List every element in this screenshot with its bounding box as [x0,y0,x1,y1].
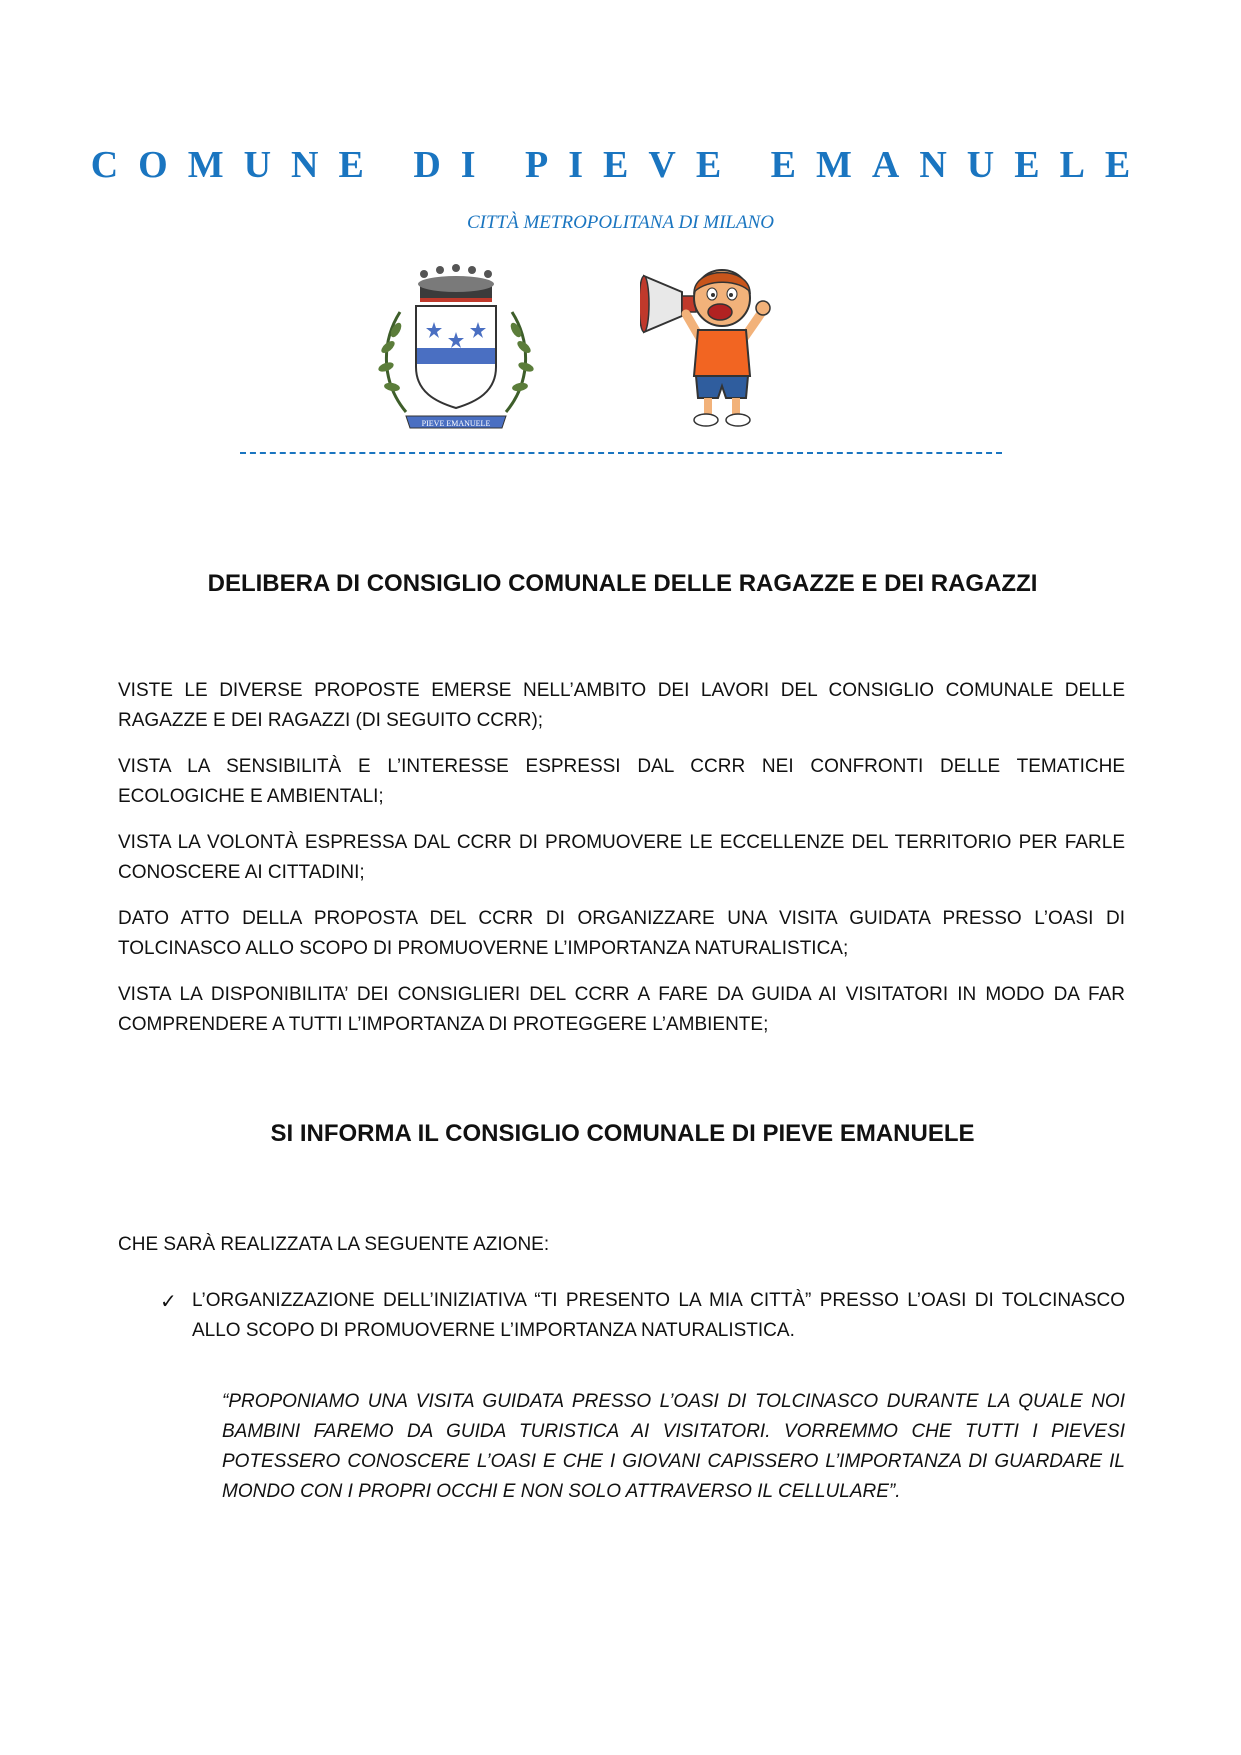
premise-paragraph: VISTE LE DIVERSE PROPOSTE EMERSE NELL’AMBITO DEI LAVORI DEL CONSIGLIO COMUNALE DELLE RAGAZZE E DEI RAGAZZI (DI SEGUITO CCRR); [118,680,1125,731]
header-divider [240,452,1002,454]
premise-paragraph: VISTA LA DISPONIBILITA’ DEI CONSIGLIERI DEL CCRR A FARE DA GUIDA AI VISITATORI IN MODO DA FAR COMPRENDERE A TUTTI L’IMPORTANZA DI PROTEGGERE L’AMBIENTE; [118,984,1125,1035]
ribbon [406,416,506,428]
premise-paragraph: VISTA LA VOLONTÀ ESPRESSA DAL CCRR DI PROMUOVERE LE ECCELLENZE DEL TERRITORIO PER FARLE CONOSCERE AI CITTADINI; [118,832,1125,883]
org-subtitle: CITTÀ METROPOLITANA DI MILANO [466,212,774,233]
document-title: DELIBERA DI CONSIGLIO COMUNALE DELLE RAGAZZE E DEI RAGAZZI [207,570,1038,597]
premise-paragraph: DATO ATTO DELLA PROPOSTA DEL CCRR DI ORGANIZZARE UNA VISITA GUIDATA PRESSO L’OASI DI TOLCINASCO ALLO SCOPO DI PROMUOVERNE L’IMPORTANZA NATURALISTICA; [118,908,1125,959]
crown-icon [418,264,494,302]
coat-of-arms-emblem [376,262,536,432]
ribbon-text: PIEVE EMANUELE [421,419,491,428]
section-heading: SI INFORMA IL CONSIGLIO COMUNALE DI PIEVE EMANUELE [270,1120,975,1147]
shield-icon [416,306,496,408]
checkmark-icon: ✓ [160,1289,177,1313]
premise-paragraph: VISTA LA SENSIBILITÀ E L’INTERESSE ESPRESSI DAL CCRR NEI CONFRONTI DELLE TEMATICHE ECOLOGICHE E AMBIENTALI; [118,756,1125,807]
children-quote: “PROPONIAMO UNA VISITA GUIDATA PRESSO L’OASI DI TOLCINASCO DURANTE LA QUALE NOI BAMBINI FAREMO DA GUIDA TURISTICA AI VISITATORI. VORREMMO CHE TUTTI I PIEVESI POTESSERO CONOSCERE L’OASI E CHE I GIOVANI CAPISSERO L’IMPORTANZA DI GUARDARE IL MONDO CON I PROPRI OCCHI E NON SOLO ATTRAVERSO IL CELLULARE”. [222,1391,1125,1502]
action-intro: CHE SARÀ REALIZZATA LA SEGUENTE AZIONE: [118,1234,550,1255]
megaphone-kid-icon [640,258,780,430]
org-title: COMUNE DI PIEVE EMANUELE [90,144,1151,186]
action-item-text: L’ORGANIZZAZIONE DELL’INIZIATIVA “TI PRESENTO LA MIA CITTÀ” PRESSO L’OASI DI TOLCINASCO ALLO SCOPO DI PROMUOVERNE L’IMPORTANZA NATURALISTICA. [192,1290,1125,1341]
